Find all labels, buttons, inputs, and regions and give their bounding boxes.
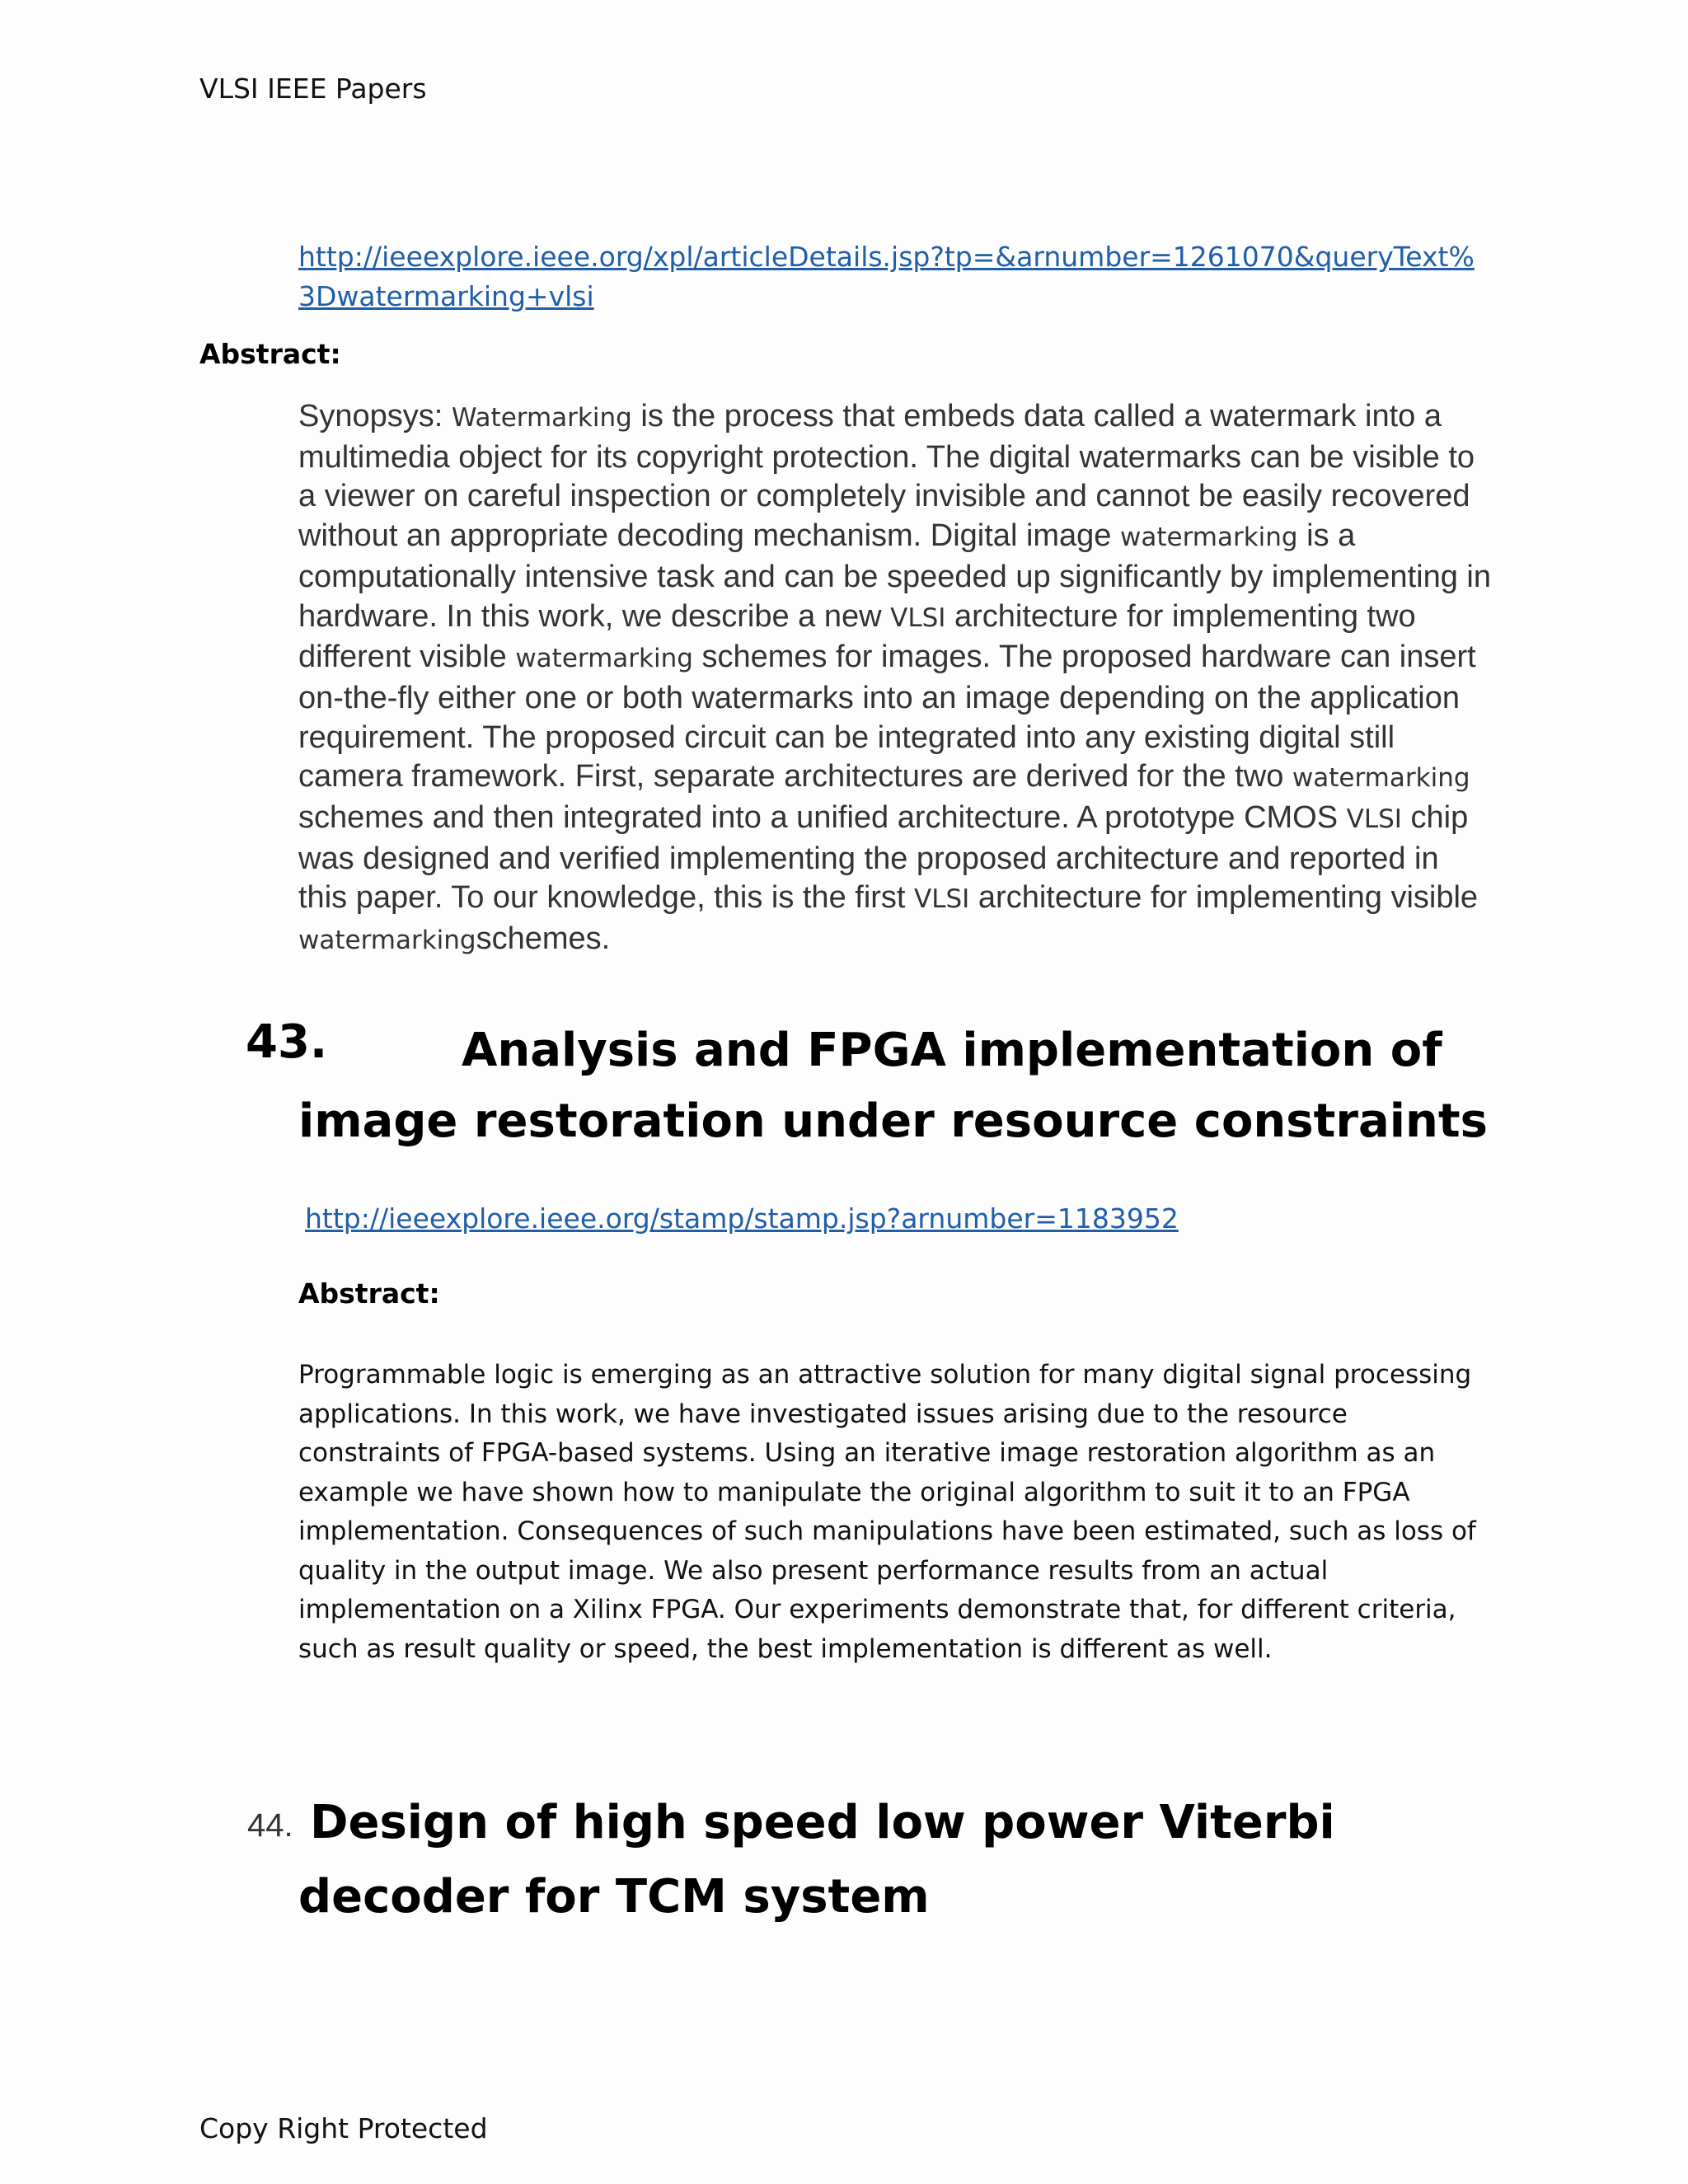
page-footer: Copy Right Protected bbox=[199, 2112, 488, 2144]
page-header: VLSI IEEE Papers bbox=[199, 73, 427, 105]
synopsis-text: architecture for implementing visible bbox=[969, 880, 1479, 916]
synopsis-text: Watermarking bbox=[451, 403, 632, 433]
synopsis-text: is a computationally intensive task and can be speeded up significantly by implementing in hardware. In this work, we describe a new bbox=[298, 518, 1491, 634]
paper-42-link[interactable]: http://ieeexplore.ieee.org/xpl/articleDetails.jsp?tp=&arnumber=1261070&queryText%3Dwatermarking+vlsi bbox=[298, 241, 1475, 312]
synopsis-text: watermarking bbox=[515, 644, 693, 674]
synopsis-text: schemes for images. The proposed hardware can insert on-the-fly either one or both watermarks into an image depending on the application requirement. The proposed circuit can be integrated into any existing digital still camera framework. First, separate architectures are derived for the two bbox=[298, 640, 1476, 794]
paper-43-title: Analysis and FPGA implementation of image restoration under resource constraints bbox=[298, 1024, 1488, 1148]
synopsis-text: chip was designed and verified implementing the proposed architecture and reported in this paper. To our knowledge, this is the first bbox=[298, 800, 1469, 916]
paper-43-abstract: Programmable logic is emerging as an attractive solution for many digital signal processing applications. In this work, we have investigated issues arising due to the resource constraints of FPGA-based systems. Using an iterative image restoration algorithm as an example we have shown how to manipulate the original algorithm to suit it to an FPGA implementation. Consequences of such manipulations have been estimated, such as loss of quality in the output image. We also present performance results from an actual implementation on a Xilinx FPGA. Our experiments demonstrate that, for different criteria, such as result quality or speed, the best implementation is different as well. bbox=[298, 1360, 1476, 1664]
synopsis-text: VLSI bbox=[914, 884, 970, 915]
synopsis-text: VLSI bbox=[890, 602, 946, 633]
synopsis-text: VLSI bbox=[1346, 804, 1402, 835]
synopsis-text: watermarking bbox=[298, 926, 476, 956]
abstract-label: Abstract: bbox=[298, 1277, 440, 1310]
paper-43-link[interactable]: http://ieeexplore.ieee.org/stamp/stamp.jsp?arnumber=1183952 bbox=[305, 1202, 1179, 1235]
synopsis-text: watermarking bbox=[1292, 763, 1470, 794]
paper-44-title: Design of high speed low power Viterbi decoder for TCM system bbox=[298, 1796, 1335, 1924]
synopsis-text: schemes. bbox=[476, 921, 611, 957]
synopsis-text: is the process that embeds data called a watermark into a multimedia object for its copyright protection. The digital watermarks can be visible to a viewer on careful inspection or completely invisible and cannot be easily recovered without an appropriate decoding mechanism. Digital image bbox=[298, 399, 1475, 554]
item-number-43: 43. bbox=[246, 1015, 328, 1069]
synopsis-text: Synopsys: bbox=[298, 399, 452, 434]
synopsis-text: watermarking bbox=[1120, 523, 1298, 553]
synopsis-paragraph bbox=[298, 397, 1493, 961]
item-number-44: 44. bbox=[247, 1807, 293, 1844]
synopsis-text: schemes and then integrated into a unified architecture. A prototype CMOS bbox=[298, 800, 1347, 836]
synopsis-text: architecture for implementing two different visible bbox=[298, 598, 1416, 675]
abstract-label: Abstract: bbox=[199, 338, 341, 370]
